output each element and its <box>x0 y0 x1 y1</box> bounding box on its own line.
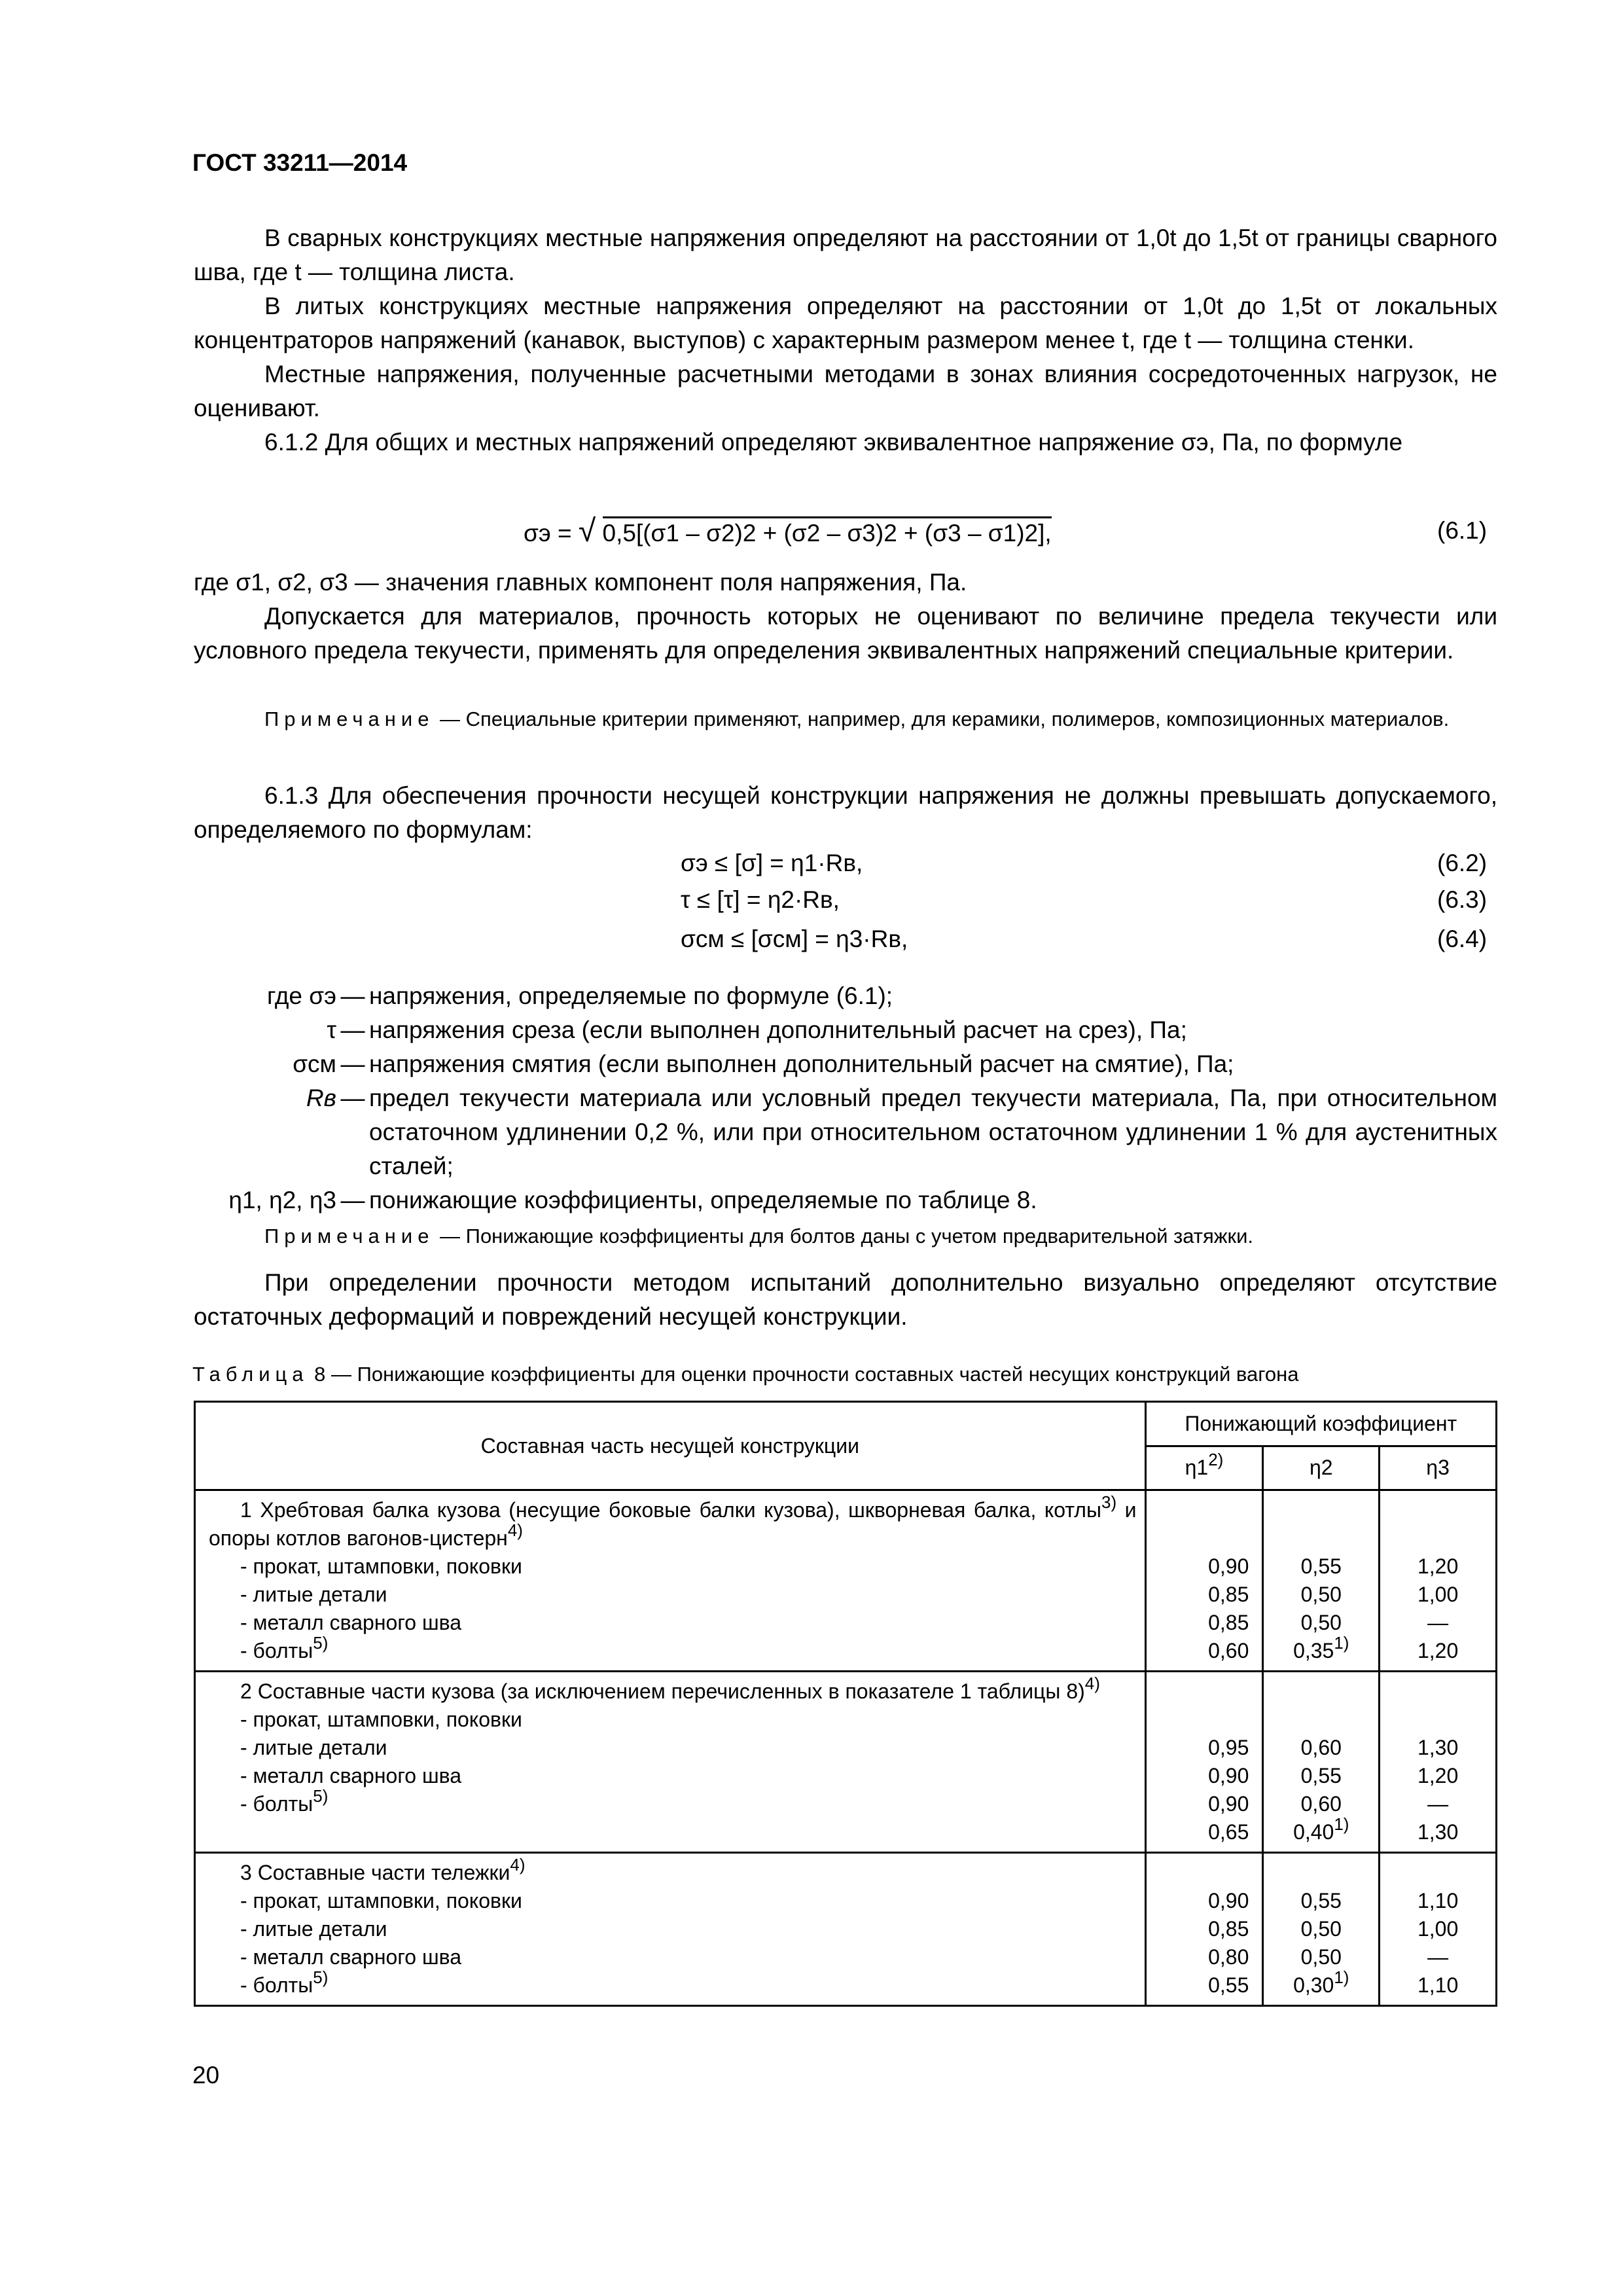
coefficient-value <box>1150 1637 1249 1665</box>
coefficient-value-text: 0,65 <box>1208 1820 1249 1844</box>
group-title <box>209 1855 1137 1887</box>
note-2-label: Примечание <box>264 1225 435 1247</box>
coefficient-value-text: 0,55 <box>1300 1554 1342 1578</box>
coefficient-value-text: 0,90 <box>1208 1554 1249 1578</box>
formula-6-1 <box>524 513 1052 549</box>
coefficient-value <box>1268 1967 1374 2000</box>
footnote-ref: 3) <box>1101 1492 1117 1512</box>
table-group-row <box>195 1490 1497 1672</box>
definition-text: напряжения, определяемые по формуле (6.1); <box>369 982 893 1009</box>
group-part-cell <box>195 1672 1146 1853</box>
coefficient-value-text: 0,35 <box>1293 1639 1334 1662</box>
header-eta2: η2 <box>1263 1446 1380 1490</box>
footnote-ref: 1) <box>1334 1814 1349 1834</box>
paragraph-local-stress: Местные напряжения, полученные расчетными методами в зонах влияния сосредоточенных нагрузок, не оценивают. <box>194 361 1497 422</box>
part-label-text: - болты <box>240 1792 313 1816</box>
group-title <box>209 1492 1137 1552</box>
footnote-ref: 4) <box>510 1855 526 1874</box>
definition-text: напряжения среза (если выполнен дополнительный расчет на срез), Па; <box>369 1016 1187 1043</box>
definition-text: напряжения смятия (если выполнен дополнительный расчет на смятие), Па; <box>369 1050 1234 1077</box>
coefficient-value <box>1384 1762 1491 1790</box>
coefficient-value-text: 1,20 <box>1417 1554 1459 1578</box>
paragraph-welded: В сварных конструкциях местные напряжения определяют на расстоянии от 1,0t до 1,5t от границы сварного шва, где t — толщина листа. <box>194 224 1497 285</box>
coefficient-value <box>1268 1943 1374 1971</box>
paragraph-612: 6.1.2 Для общих и местных напряжений определяют эквивалентное напряжение σэ, Па, по формуле <box>264 429 1403 456</box>
spacer <box>1268 1859 1374 1887</box>
coefficient-value-text: 0,30 <box>1293 1973 1334 1997</box>
coefficient-value <box>1384 1609 1491 1637</box>
coefficient-value-text: 0,85 <box>1208 1583 1249 1606</box>
formula-6-4-number: (6.4) <box>1437 925 1488 952</box>
part-label-text: - прокат, штамповки, поковки <box>240 1708 522 1731</box>
definition-row <box>194 1081 1497 1183</box>
group-part-cell <box>195 1853 1146 2006</box>
coefficient-value <box>1384 1790 1491 1818</box>
coefficient-value-text: 0,60 <box>1208 1639 1249 1662</box>
note-1-text: — Специальные критерии применяют, например, для керамики, полимеров, композиционных материалов. <box>434 708 1450 730</box>
formula-6-1-radicand: 0,5[(σ1 – σ2)2 + (σ2 – σ3)2 + (σ3 – σ1)2], <box>603 516 1052 547</box>
formula-6-2-number: (6.2) <box>1437 850 1488 876</box>
coefficient-value <box>1150 1915 1249 1943</box>
part-label-text: - прокат, штамповки, поковки <box>240 1554 522 1578</box>
part-label-text: - прокат, штамповки, поковки <box>240 1889 522 1912</box>
part-label-text: - металл сварного шва <box>240 1611 462 1634</box>
part-label-text: - литые детали <box>240 1736 387 1759</box>
header-part: Составная часть несущей конструкции <box>195 1402 1146 1490</box>
spacer <box>1268 1677 1374 1734</box>
coefficient-value-text: 0,50 <box>1300 1945 1342 1969</box>
document-header: ГОСТ 33211—2014 <box>192 149 408 176</box>
header-eta1: η1$^{2)}$ <box>1145 1446 1263 1490</box>
definition-symbol: τ <box>327 1016 336 1043</box>
sqrt-icon: √ <box>578 514 596 548</box>
formula-6-1-lhs: σэ = <box>524 520 572 547</box>
coefficient-value <box>1268 1609 1374 1637</box>
coefficient-value <box>1268 1915 1374 1943</box>
group-part-cell <box>195 1490 1146 1672</box>
coefficient-value-text: 0,50 <box>1300 1583 1342 1606</box>
definition-dash: — <box>340 1016 365 1043</box>
coefficient-value <box>1150 1790 1249 1818</box>
table-group-row <box>195 1853 1497 2006</box>
coefficient-value <box>1268 1633 1374 1665</box>
table-caption-label: Таблица <box>192 1363 309 1386</box>
coefficient-e3-cell <box>1380 1853 1497 2006</box>
coefficient-value-text: 0,90 <box>1208 1792 1249 1816</box>
coefficient-value-text: 0,55 <box>1300 1764 1342 1787</box>
group-title-text: 1 Хребтовая балка кузова (несущие боковые балки кузова), шкворневая балка, котлы <box>240 1498 1101 1522</box>
part-label-text: - металл сварного шва <box>240 1945 462 1969</box>
spacer <box>1150 1677 1249 1734</box>
coefficient-value <box>1384 1971 1491 2000</box>
footnote-ref: 5) <box>313 1633 329 1653</box>
formula-6-1-number: (6.1) <box>1437 517 1488 544</box>
table-body <box>195 1490 1497 2006</box>
coefficient-value <box>1150 1734 1249 1762</box>
coefficient-value <box>1384 1887 1491 1915</box>
paragraph-613: 6.1.3 Для обеспечения прочности несущей конструкции напряжения не должны превышать допускаемого, определяемого по формулам: <box>194 782 1497 843</box>
where-principal-stresses: где σ1, σ2, σ3 — значения главных компонент поля напряжения, Па. <box>194 569 967 596</box>
header-eta3: η3 <box>1380 1446 1497 1490</box>
coefficient-value-text: — <box>1427 1792 1449 1816</box>
note-2-text: — Понижающие коэффициенты для болтов даны с учетом предварительной затяжки. <box>434 1225 1254 1247</box>
part-row-label <box>209 1762 1137 1790</box>
coefficient-value <box>1150 1762 1249 1790</box>
coefficient-value-text: — <box>1427 1945 1449 1969</box>
coefficient-value-text: 0,95 <box>1208 1736 1249 1759</box>
coefficient-value <box>1268 1762 1374 1790</box>
definition-dash: — <box>340 982 365 1009</box>
definition-text: понижающие коэффициенты, определяемые по таблице 8. <box>369 1187 1037 1213</box>
definition-row <box>194 1047 1497 1081</box>
footnote-ref: 4) <box>507 1520 523 1540</box>
coefficient-value-text: 0,60 <box>1300 1736 1342 1759</box>
coefficient-e2-cell <box>1263 1672 1380 1853</box>
coefficient-e1-cell <box>1145 1672 1263 1853</box>
definitions-list <box>194 979 1497 1217</box>
paragraph-test: При определении прочности методом испытаний дополнительно визуально определяют отсутствие остаточных деформаций и повреждений несущей конструкции. <box>194 1269 1497 1330</box>
spacer <box>1150 1496 1249 1552</box>
part-row-label <box>209 1734 1137 1762</box>
coefficient-value-text: 0,85 <box>1208 1611 1249 1634</box>
footnote-ref: 5) <box>313 1967 329 1987</box>
definition-symbol: σсм <box>293 1050 336 1077</box>
formula-6-3-number: (6.3) <box>1437 886 1488 913</box>
coefficient-value-text: 0,80 <box>1208 1945 1249 1969</box>
coefficient-e3-cell <box>1380 1672 1497 1853</box>
coefficient-value <box>1150 1943 1249 1971</box>
coefficient-value-text: 1,30 <box>1417 1736 1459 1759</box>
footnote-ref: 5) <box>313 1786 329 1806</box>
after-formula-text <box>194 565 1497 668</box>
formula-6-4: σсм ≤ [σсм] = η3·Rв, <box>681 925 908 952</box>
part-row-label <box>209 1609 1137 1637</box>
part-label-text: - литые детали <box>240 1583 387 1606</box>
coefficient-e2-cell <box>1263 1853 1380 2006</box>
coefficient-value-text: 1,20 <box>1417 1639 1459 1662</box>
intro-paragraphs <box>194 221 1497 459</box>
coefficient-e1-cell <box>1145 1853 1263 2006</box>
coefficient-value-text: 0,85 <box>1208 1917 1249 1941</box>
paragraph-allowed: Допускается для материалов, прочность которых не оценивают по величине предела текучести или условного предела текучести, применять для определения эквивалентных напряжений специальные критерии. <box>194 603 1497 664</box>
coefficient-value-text: 1,00 <box>1417 1917 1459 1941</box>
note-2 <box>194 1221 1497 1251</box>
part-row-label <box>209 1887 1137 1915</box>
paragraph-613-block <box>194 779 1497 847</box>
part-row-label <box>209 1706 1137 1734</box>
coefficient-value-text: 0,55 <box>1300 1889 1342 1912</box>
coefficient-e1-cell <box>1145 1490 1263 1672</box>
part-label-text: - болты <box>240 1973 313 1997</box>
coefficient-value-text: 1,10 <box>1417 1889 1459 1912</box>
group-title-text: 3 Составные части тележки <box>240 1861 510 1884</box>
coefficient-value <box>1150 1971 1249 2000</box>
coefficient-value-text: 0,50 <box>1300 1611 1342 1634</box>
coefficient-value <box>1384 1552 1491 1581</box>
table-caption <box>192 1361 1499 1388</box>
part-label-text: - литые детали <box>240 1917 387 1941</box>
page-number: 20 <box>192 2062 220 2089</box>
coefficient-value-text: 0,90 <box>1208 1764 1249 1787</box>
coefficient-value <box>1150 1552 1249 1581</box>
coefficient-value <box>1268 1581 1374 1609</box>
coefficient-value-text: 0,40 <box>1293 1820 1334 1844</box>
part-row-label <box>209 1915 1137 1943</box>
coefficient-value <box>1150 1609 1249 1637</box>
part-row-label <box>209 1786 1137 1818</box>
footnote-ref: 4) <box>1084 1674 1100 1693</box>
coefficient-value <box>1384 1734 1491 1762</box>
paragraph-cast: В литых конструкциях местные напряжения определяют на расстоянии от 1,0t до 1,5t от локальных концентраторов напряжений (канавок, выступов) с характерным размером менее t, где t — толщина стенки. <box>194 293 1497 353</box>
coefficient-value <box>1268 1814 1374 1846</box>
coefficient-e2-cell <box>1263 1490 1380 1672</box>
coefficient-value-text: 1,20 <box>1417 1764 1459 1787</box>
footnote-ref: 1) <box>1334 1633 1349 1653</box>
coefficient-value-text: 1,10 <box>1417 1973 1459 1997</box>
coefficient-value <box>1384 1637 1491 1665</box>
coefficient-value <box>1150 1887 1249 1915</box>
part-row-label <box>209 1633 1137 1665</box>
part-label-text: - металл сварного шва <box>240 1764 462 1787</box>
part-row-label <box>209 1581 1137 1609</box>
coefficient-value <box>1384 1581 1491 1609</box>
formula-6-2: σэ ≤ [σ] = η1·Rв, <box>681 850 863 876</box>
coefficient-value <box>1384 1943 1491 1971</box>
spacer <box>1384 1496 1491 1552</box>
definition-text: предел текучести материала или условный предел текучести материала, Па, при относительном остаточном удлинении 0,2 %, или при относительном остаточном удлинении 1 % для аустенитных сталей; <box>369 1085 1497 1179</box>
coefficient-value <box>1268 1552 1374 1581</box>
definition-symbol: Rв <box>306 1085 336 1111</box>
coefficient-value <box>1150 1581 1249 1609</box>
coefficient-value-text: 0,90 <box>1208 1889 1249 1912</box>
definition-dash: — <box>340 1050 365 1077</box>
group-title-text: и опоры котлов вагонов-цистерн <box>209 1498 1137 1550</box>
coefficients-table <box>194 1401 1497 2007</box>
coefficient-value-text: 0,50 <box>1300 1917 1342 1941</box>
definition-row <box>194 1183 1497 1217</box>
coefficient-value-text: — <box>1427 1611 1449 1634</box>
footnote-ref: 1) <box>1334 1967 1349 1987</box>
group-title <box>209 1674 1137 1706</box>
coefficient-value <box>1268 1734 1374 1762</box>
spacer <box>1268 1496 1374 1552</box>
table-group-row <box>195 1672 1497 1853</box>
note-1-label: Примечание <box>264 708 435 730</box>
coefficient-value <box>1268 1790 1374 1818</box>
table-header-row <box>195 1402 1497 1446</box>
coefficient-value <box>1384 1915 1491 1943</box>
part-row-label <box>209 1967 1137 2000</box>
header-coefficient: Понижающий коэффициент <box>1145 1402 1496 1446</box>
coefficient-value <box>1268 1887 1374 1915</box>
coefficient-value-text: 1,30 <box>1417 1820 1459 1844</box>
coefficient-value <box>1150 1818 1249 1846</box>
part-row-label <box>209 1552 1137 1581</box>
definition-symbol: где σэ <box>267 982 336 1009</box>
part-row-label <box>209 1943 1137 1971</box>
coefficient-value-text: 0,60 <box>1300 1792 1342 1816</box>
group-title-text: 2 Составные части кузова (за исключением перечисленных в показателе 1 таблицы 8) <box>240 1679 1085 1703</box>
coefficient-value-text: 1,00 <box>1417 1583 1459 1606</box>
paragraph-test-block <box>194 1266 1497 1334</box>
definition-row <box>194 979 1497 1013</box>
table-caption-text: 8 — Понижающие коэффициенты для оценки прочности составных частей несущих конструкций вагона <box>308 1363 1299 1386</box>
part-label-text: - болты <box>240 1639 313 1662</box>
note-1 <box>194 704 1497 734</box>
spacer <box>1150 1859 1249 1887</box>
definition-symbol: η1, η2, η3 <box>228 1187 336 1213</box>
coefficient-e3-cell <box>1380 1490 1497 1672</box>
coefficient-value-text: 0,55 <box>1208 1973 1249 1997</box>
coefficient-value <box>1384 1818 1491 1846</box>
formula-6-3: τ ≤ [τ] = η2·Rв, <box>681 886 840 913</box>
definition-dash: — <box>340 1085 365 1111</box>
spacer <box>1384 1677 1491 1734</box>
definition-dash: — <box>340 1187 365 1213</box>
spacer <box>1384 1859 1491 1887</box>
definition-row <box>194 1013 1497 1047</box>
